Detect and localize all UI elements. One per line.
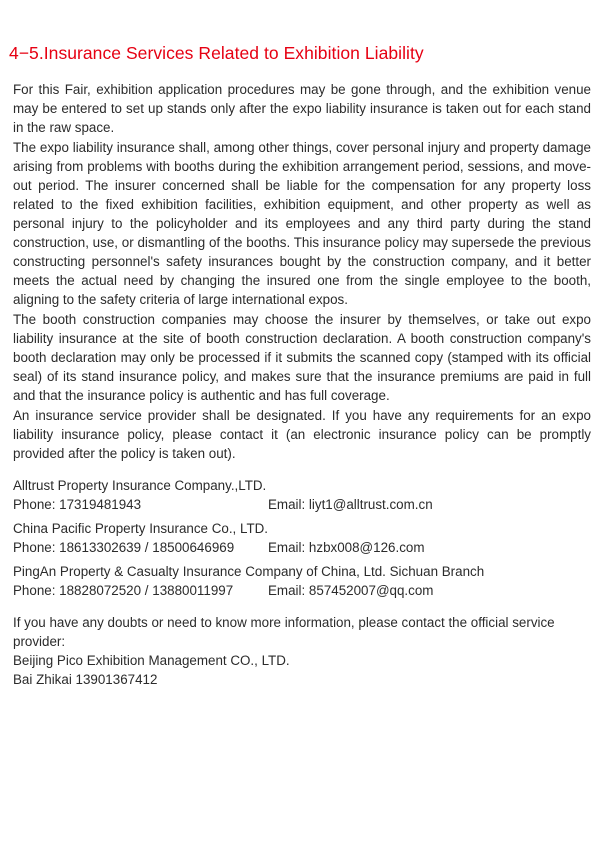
provider-phone: Phone: 18613302639 / 18500646969 [13,540,235,555]
provider-contact-row [13,581,591,600]
provider-email: Email: hzbx008@126.com [268,540,425,555]
section-body [13,80,591,689]
provider-phone: Phone: 17319481943 [13,497,142,512]
provider-contact-row [13,538,591,557]
provider-phone: Phone: 18828072520 / 13880011997 [13,583,234,598]
closing-contact [13,613,591,689]
provider-name: Alltrust Property Insurance Company.,LTD. [13,478,267,493]
provider-email: Email: liyt1@alltrust.com.cn [268,497,433,512]
closing-note: If you have any doubts or need to know more information, please contact the official service provider: [13,615,555,649]
provider-pingan [13,562,591,600]
paragraph-application-procedure: For this Fair, exhibition application procedures may be gone through, and the exhibition venue may be entered to set up stands only after the expo liability insurance is taken out for each stand in the raw space. [13,82,591,135]
official-contact-person: Bai Zhikai 13901367412 [13,672,158,687]
provider-china-pacific [13,519,591,557]
provider-name: China Pacific Property Insurance Co., LTD. [13,521,269,536]
provider-alltrust [13,476,591,514]
provider-name: PingAn Property & Casualty Insurance Company of China, Ltd. Sichuan Branch [13,564,485,579]
paragraph-service-provider: An insurance service provider shall be designated. If you have any requirements for an expo liability insurance policy, please contact it (an electronic insurance policy can be promptly provided after the policy is taken out). [13,408,591,461]
provider-contact-row [13,495,591,514]
paragraph-coverage: The expo liability insurance shall, among other things, cover personal injury and property damage arising from problems with booths during the exhibition arrangement period, sessions, and move-out period. The insurer concerned shall be liable for the compensation for any property loss related to the fixed exhibition facilities, exhibition equipment, and other property as well as personal injury to the policyholder and its employees and any third party during the stand construction, use, or dismantling of the booths. This insurance policy may supersede the previous constructing personnel's safety insurances bought by the construction company, and it better meets the actual need by changing the insured one from the single employee to the booth, aligning to the safety criteria of large international expos. [13,140,591,307]
paragraph-insurer-choice: The booth construction companies may choose the insurer by themselves, or take out expo liability insurance at the site of booth construction declaration. A booth construction company's booth declaration may only be processed if it submits the scanned copy (stamped with its official seal) of its stand insurance policy, and makes sure that the insurance premiums are paid in full and that the insurance policy is authentic and has full coverage. [13,312,591,403]
section-title: 4−5.Insurance Services Related to Exhibition Liability [9,43,424,63]
official-provider-name: Beijing Pico Exhibition Management CO., LTD. [13,653,290,668]
provider-email: Email: 857452007@qq.com [268,583,434,598]
